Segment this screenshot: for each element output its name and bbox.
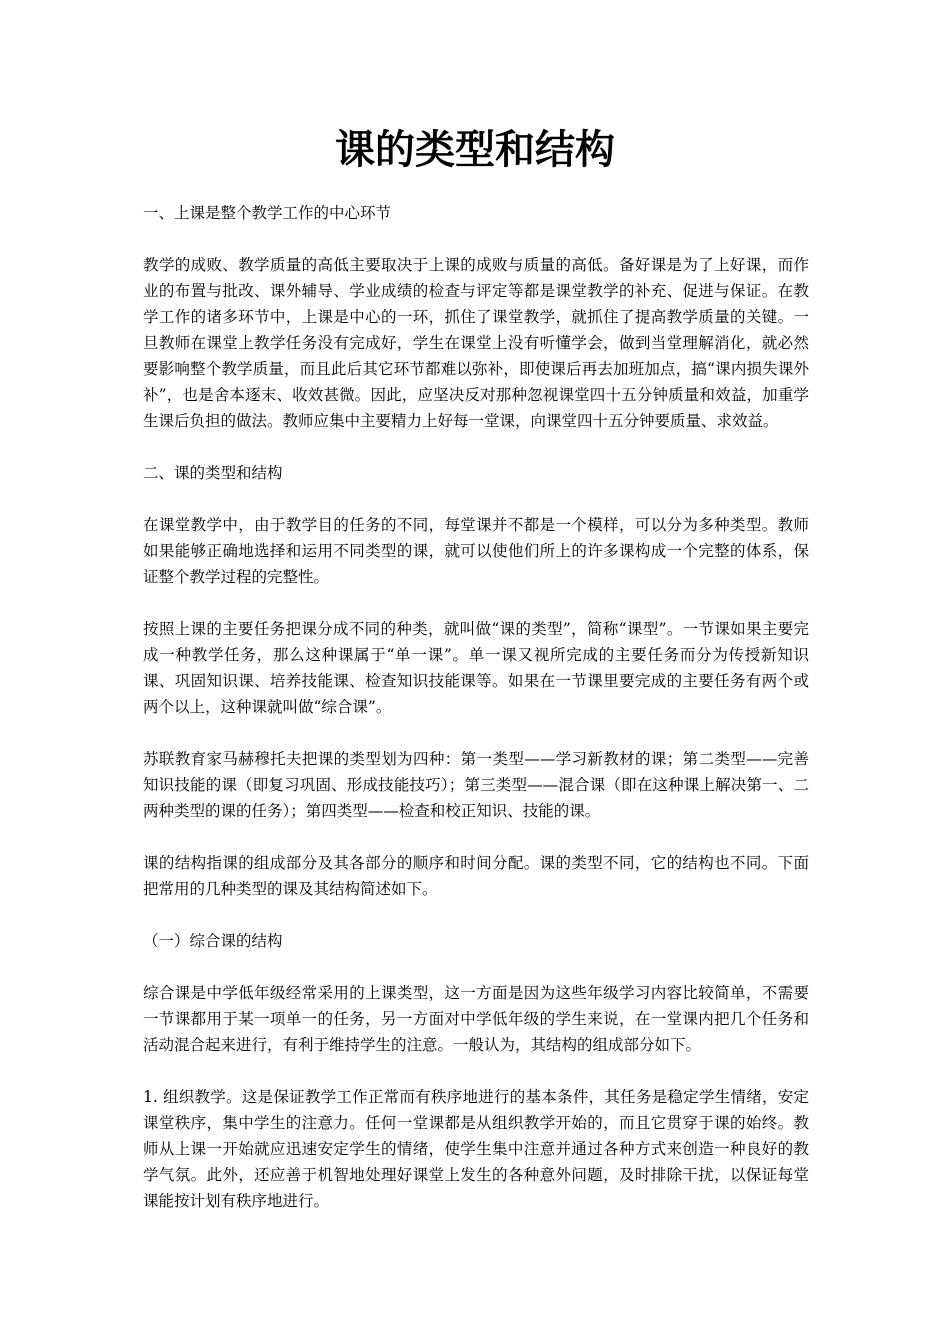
subsection-heading: （一）综合课的结构 xyxy=(143,932,283,950)
section-heading: 一、上课是整个教学工作的中心环节 xyxy=(143,204,392,222)
paragraph-spacer xyxy=(143,434,809,460)
paragraph: 课的结构指课的组成部分及其各部分的顺序和时间分配。课的类型不同，它的结构也不同。下面把常用的几种类型的课及其结构简述如下。 xyxy=(143,854,809,898)
paragraph-spacer xyxy=(143,954,809,980)
paragraph-spacer xyxy=(143,720,809,746)
paragraph-spacer xyxy=(143,902,809,928)
numbered-paragraph: 1. 组织教学。这是保证教学工作正常而有秩序地进行的基本条件，其任务是稳定学生情绪，安定课堂秩序，集中学生的注意力。任何一堂课都是从组织教学开始的，而且它贯穿于课的始终。教师从上课一开始就应迅速安定学生的情绪，使学生集中注意并通过各种方式来创造一种良好的教学气氛。此外，还应善于机智地处理好课堂上发生的各种意外问题，及时排除干扰，以保证每堂课能按计划有秩序地进行。 xyxy=(143,1088,809,1210)
page-title: 课的类型和结构 xyxy=(335,127,615,173)
paragraph: 按照上课的主要任务把课分成不同的种类，就叫做“课的类型”，简称“课型”。一节课如果主要完成一种教学任务，那么这种课属于“单一课”。单一课又视所完成的主要任务而分为传授新知识课、巩固知识课、培养技能课、检查知识技能课等。如果在一节课里要完成的主要任务有两个或两个以上，这种课就叫做“综合课”。 xyxy=(143,620,809,716)
paragraph-spacer xyxy=(143,226,809,252)
section-heading: 二、课的类型和结构 xyxy=(143,464,283,482)
paragraph-spacer xyxy=(143,1058,809,1084)
paragraph: 苏联教育家马赫穆托夫把课的类型划为四种：第一类型——学习新教材的课；第二类型——完善知识技能的课（即复习巩固、形成技能技巧）；第三类型——混合课（即在这种课上解决第一、二两种类型的课的任务）；第四类型——检查和校正知识、技能的课。 xyxy=(143,750,809,820)
paragraph: 综合课是中学低年级经常采用的上课类型，这一方面是因为这些年级学习内容比较简单，不需要一节课都用于某一项单一的任务，另一方面对中学低年级的学生来说，在一堂课内把几个任务和活动混合起来进行，有利于维持学生的注意。一般认为，其结构的组成部分如下。 xyxy=(143,984,809,1054)
paragraph: 在课堂教学中，由于教学目的任务的不同，每堂课并不都是一个模样，可以分为多种类型。教师如果能够正确地选择和运用不同类型的课，就可以使他们所上的许多课构成一个完整的体系，保证整个教学过程的完整性。 xyxy=(143,516,809,586)
paragraph-spacer xyxy=(143,590,809,616)
paragraph-spacer xyxy=(143,486,809,512)
paragraph: 教学的成败、教学质量的高低主要取决于上课的成败与质量的高低。备好课是为了上好课，而作业的布置与批改、课外辅导、学业成绩的检查与评定等都是课堂教学的补充、促进与保证。在教学工作的诸多环节中，上课是中心的一环，抓住了课堂教学，就抓住了提高教学质量的关键。一旦教师在课堂上教学任务没有完成好，学生在课堂上没有听懂学会，做到当堂理解消化，就必然要影响整个教学质量，而且此后其它环节都难以弥补，即使课后再去加班加点，搞“课内损失课外补”，也是舍本逐末、收效甚微。因此，应坚决反对那种忽视课堂四十五分钟质量和效益，加重学生课后负担的做法。教师应集中主要精力上好每一堂课，向课堂四十五分钟要质量、求效益。 xyxy=(143,256,809,430)
document-body xyxy=(143,200,809,1214)
paragraph-spacer xyxy=(143,824,809,850)
